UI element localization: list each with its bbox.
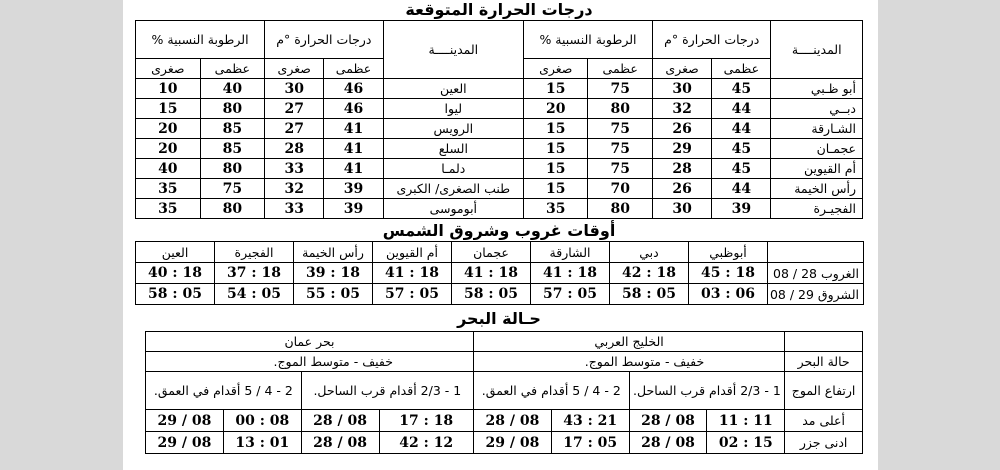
tide-value: 01 : 13 [223, 432, 301, 454]
oman-wave-near: 1 - 2/3 أقدام قرب الساحل. [301, 372, 473, 410]
sunset-time: 18 : 41 [452, 263, 531, 284]
sun-blank [768, 242, 864, 263]
temp-max: 46 [324, 99, 383, 119]
sea-state-table [145, 331, 863, 454]
humidity-min: 15 [524, 139, 588, 159]
city-name: رأس الخيمة [771, 179, 863, 199]
sun-table [135, 241, 864, 305]
city-name: عجمـان [771, 139, 863, 159]
table-row [136, 179, 863, 199]
header-min: صغرى [265, 59, 324, 79]
temp-max: 39 [712, 199, 771, 219]
sea-title: حـالة البحر [457, 309, 541, 328]
temp-min: 26 [652, 179, 711, 199]
temp-max: 41 [324, 139, 383, 159]
temp-min: 28 [652, 159, 711, 179]
temperature-table [135, 20, 863, 219]
temp-max: 39 [324, 199, 383, 219]
humidity-max: 80 [588, 99, 652, 119]
table-row [136, 79, 863, 99]
tide-value: 08 / 28 [473, 410, 551, 432]
header-max: عظمى [588, 59, 652, 79]
sun-city: الشارقة [531, 242, 610, 263]
sun-city: دبي [610, 242, 689, 263]
sunset-time: 18 : 40 [136, 263, 215, 284]
table-row [136, 139, 863, 159]
header-humidity-2: الرطوبة النسبية % [136, 21, 265, 59]
sun-city: أبوظبي [689, 242, 768, 263]
tide-value: 12 : 42 [379, 432, 473, 454]
temp-min: 27 [265, 119, 324, 139]
table-row [136, 99, 863, 119]
sunrise-time: 05 : 57 [373, 284, 452, 305]
humidity-max: 75 [588, 79, 652, 99]
humidity-max: 75 [200, 179, 264, 199]
temp-max: 44 [712, 119, 771, 139]
city-name: دبــي [771, 99, 863, 119]
tide-value: 05 : 17 [551, 432, 629, 454]
low-tide-row [146, 432, 863, 454]
city-name: الفجيـرة [771, 199, 863, 219]
city-name: دلمـا [383, 159, 523, 179]
tide-value: 08 / 28 [629, 432, 707, 454]
header-max: عظمى [324, 59, 383, 79]
sun-city: رأس الخيمة [294, 242, 373, 263]
city-name: الرويس [383, 119, 523, 139]
sunset-time: 18 : 39 [294, 263, 373, 284]
temp-max: 44 [712, 179, 771, 199]
sunrise-time: 05 : 54 [215, 284, 294, 305]
humidity-max: 75 [588, 119, 652, 139]
weather-bulletin [135, 0, 863, 454]
humidity-max: 80 [588, 199, 652, 219]
city-name: الشـارقة [771, 119, 863, 139]
high-tide-row [146, 410, 863, 432]
sun-title: أوقات غروب وشروق الشمس [382, 221, 616, 240]
gulf-state: خفيف - متوسط الموج. [473, 352, 784, 372]
sunrise-time: 05 : 58 [610, 284, 689, 305]
tide-value: 08 / 28 [301, 432, 379, 454]
sunrise-row [136, 284, 864, 305]
humidity-min: 15 [524, 179, 588, 199]
high-tide-label: أعلى مد [785, 410, 863, 432]
table-row [136, 199, 863, 219]
gulf-wave-near: 1 - 2/3 أقدام قرب الساحل. [629, 372, 785, 410]
sunrise-time: 05 : 57 [531, 284, 610, 305]
sun-city: أم القيوين [373, 242, 452, 263]
tide-value: 08 : 00 [223, 410, 301, 432]
temp-min: 26 [652, 119, 711, 139]
city-name: أبوموسى [383, 199, 523, 219]
tide-value: 08 / 29 [146, 410, 224, 432]
city-name: العين [383, 79, 523, 99]
sunrise-time: 05 : 55 [294, 284, 373, 305]
gulf-wave-deep: 2 - 4 / 5 أقدام في العمق. [473, 372, 629, 410]
sunset-time: 18 : 42 [610, 263, 689, 284]
tide-value: 08 / 29 [146, 432, 224, 454]
wave-label: ارتفاع الموج [785, 372, 863, 410]
oman-wave-deep: 2 - 4 / 5 أقدام في العمق. [146, 372, 302, 410]
sunrise-time: 05 : 58 [452, 284, 531, 305]
tide-value: 08 / 29 [473, 432, 551, 454]
low-tide-label: ادنى جزر [785, 432, 863, 454]
header-max: عظمى [200, 59, 264, 79]
header-city-2: المدينــــة [383, 21, 523, 79]
sunrise-time: 05 : 58 [136, 284, 215, 305]
temp-min: 27 [265, 99, 324, 119]
gulf-header: الخليج العربي [473, 332, 784, 352]
header-min: صغرى [136, 59, 201, 79]
temp-title: درجات الحرارة المتوقعة [405, 0, 593, 19]
header-city-1: المدينــــة [771, 21, 863, 79]
temp-max: 45 [712, 139, 771, 159]
humidity-max: 75 [588, 139, 652, 159]
humidity-min: 15 [524, 119, 588, 139]
temp-max: 45 [712, 159, 771, 179]
tide-value: 08 / 28 [301, 410, 379, 432]
sun-city: عجمان [452, 242, 531, 263]
sunrise-time: 06 : 03 [689, 284, 768, 305]
temp-min: 30 [652, 79, 711, 99]
header-max: عظمى [712, 59, 771, 79]
temp-max: 41 [324, 159, 383, 179]
humidity-max: 85 [200, 139, 264, 159]
humidity-max: 80 [200, 199, 264, 219]
tide-value: 18 : 17 [379, 410, 473, 432]
header-temp-2: درجات الحرارة °م [265, 21, 384, 59]
humidity-max: 40 [200, 79, 264, 99]
humidity-max: 70 [588, 179, 652, 199]
header-temp-1: درجات الحرارة °م [652, 21, 771, 59]
humidity-min: 35 [136, 179, 201, 199]
temp-min: 32 [652, 99, 711, 119]
sunrise-label: الشروق 29 / 08 [768, 284, 864, 305]
header-humidity-1: الرطوبة النسبية % [524, 21, 653, 59]
humidity-max: 80 [200, 99, 264, 119]
sunset-row [136, 263, 864, 284]
city-name: أبو ظـبي [771, 79, 863, 99]
sun-city: الفجيرة [215, 242, 294, 263]
temp-min: 30 [652, 199, 711, 219]
table-row [136, 119, 863, 139]
sunset-time: 18 : 37 [215, 263, 294, 284]
humidity-min: 15 [524, 159, 588, 179]
city-name: طنب الصغرى/ الكبرى [383, 179, 523, 199]
temp-min: 33 [265, 199, 324, 219]
temp-min: 29 [652, 139, 711, 159]
sunset-time: 18 : 45 [689, 263, 768, 284]
sunset-time: 18 : 41 [373, 263, 452, 284]
oman-header: بحر عمان [146, 332, 474, 352]
humidity-min: 40 [136, 159, 201, 179]
humidity-max: 80 [200, 159, 264, 179]
humidity-min: 20 [136, 139, 201, 159]
humidity-min: 35 [136, 199, 201, 219]
tide-value: 21 : 43 [551, 410, 629, 432]
humidity-min: 10 [136, 79, 201, 99]
state-label: حالة البحر [785, 352, 863, 372]
humidity-max: 75 [588, 159, 652, 179]
city-name: أم القيوين [771, 159, 863, 179]
humidity-min: 15 [136, 99, 201, 119]
temp-max: 44 [712, 99, 771, 119]
temp-max: 41 [324, 119, 383, 139]
temp-min: 32 [265, 179, 324, 199]
humidity-min: 15 [524, 79, 588, 99]
city-name: ليوا [383, 99, 523, 119]
temp-max: 39 [324, 179, 383, 199]
temp-min: 28 [265, 139, 324, 159]
tide-value: 15 : 02 [707, 432, 785, 454]
humidity-min: 20 [136, 119, 201, 139]
sun-city: العين [136, 242, 215, 263]
tide-value: 11 : 11 [707, 410, 785, 432]
temp-min: 30 [265, 79, 324, 99]
sea-blank [785, 332, 863, 352]
sunset-label: الغروب 28 / 08 [768, 263, 864, 284]
city-name: السلع [383, 139, 523, 159]
humidity-min: 35 [524, 199, 588, 219]
tide-value: 08 / 28 [629, 410, 707, 432]
document-page [123, 0, 878, 470]
temp-min: 33 [265, 159, 324, 179]
temp-max: 46 [324, 79, 383, 99]
header-min: صغرى [524, 59, 588, 79]
table-row [136, 159, 863, 179]
header-min: صغرى [652, 59, 711, 79]
humidity-max: 85 [200, 119, 264, 139]
humidity-min: 20 [524, 99, 588, 119]
oman-state: خفيف - متوسط الموج. [146, 352, 474, 372]
sunset-time: 18 : 41 [531, 263, 610, 284]
temp-max: 45 [712, 79, 771, 99]
